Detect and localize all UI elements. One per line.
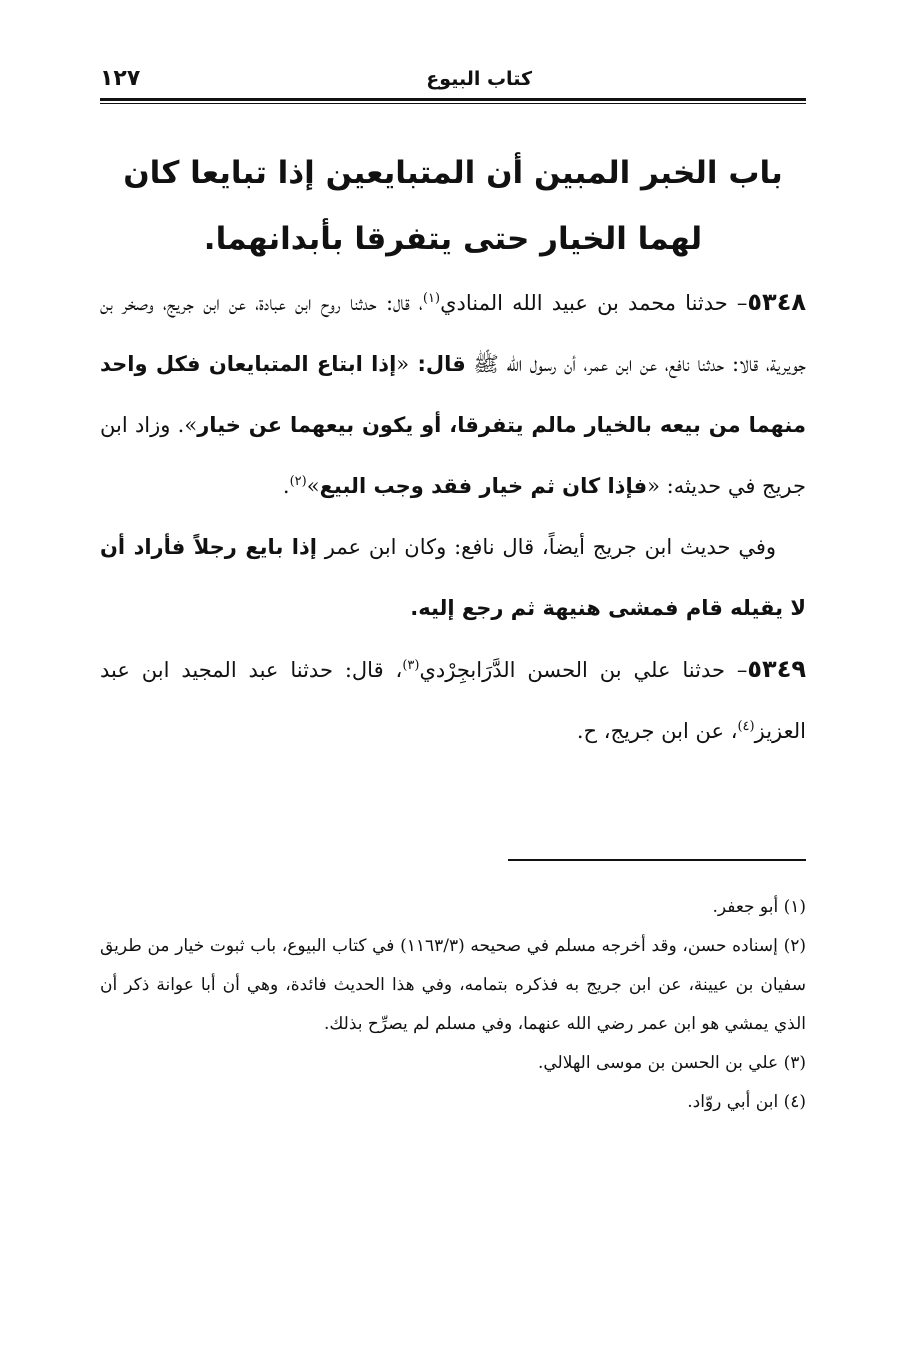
main-text bbox=[100, 272, 806, 762]
footnote-4 bbox=[100, 1083, 806, 1122]
hadith-matn: إذا ابتاع المتبايعان فكل واحد منهما من بيعه بالخيار مالم يتفرقا، أو يكون بيعهما عن خيار bbox=[100, 352, 806, 437]
hadith-text: ، قال: حدثنا عبد المجيد ابن عبد العزيز bbox=[100, 658, 806, 743]
footnote-number: (٢) bbox=[783, 936, 806, 956]
footnote-ref[interactable]: (٤) bbox=[737, 719, 755, 734]
footnote-number: (٣) bbox=[783, 1053, 806, 1073]
header-title: كتاب البيوع bbox=[426, 68, 532, 90]
footnote-3 bbox=[100, 1044, 806, 1083]
hadith-text: حدثنا محمد بن عبيد الله المنادي bbox=[440, 291, 728, 315]
footnote-text: علي بن الحسن بن موسى الهلالي. bbox=[537, 1053, 779, 1073]
dash: – bbox=[725, 658, 748, 682]
footnote-text: أبو جعفر. bbox=[712, 897, 779, 917]
hadith-number: ٥٣٤٩ bbox=[747, 655, 806, 683]
hadith-text: ». وزاد ابن جريج في حديثه: « bbox=[100, 413, 806, 498]
running-header bbox=[100, 66, 806, 96]
footnote-1 bbox=[100, 888, 806, 927]
addition-bold-text: إذا بايع رجلاً فأراد أن لا يقيله قام فمشى هنيهة ثم رجع إليه. bbox=[100, 535, 806, 620]
footnote-text: إسناده حسن، وقد أخرجه مسلم في صحيحه (١١٦٣/٣) في كتاب البيوع، باب ثبوت خيار من طريق سفيان بن عيينة، عن ابن جريج به فذكره بتمامه، وفي هذا الحديث فائدة، وهي أن أبا عوانة ذكر أن الذي يمشي هو ابن عمر رضي الله عنهما، وفي مسلم لم يصرِّح بذلك. bbox=[100, 936, 806, 1034]
footnote-ref[interactable]: (٢) bbox=[289, 474, 307, 489]
quote-mark: « bbox=[396, 352, 410, 376]
page-number: ١٢٧ bbox=[100, 66, 141, 91]
footnotes bbox=[100, 888, 806, 1122]
addition-paragraph bbox=[100, 517, 806, 639]
hadith-text: ، قال: حدثنا روح ابن عبادة، عن ابن جريج، وصخر بن جويرية، قالا: حدثنا نافع، عن ابن عمر، أن رسول الله ﷺ bbox=[100, 291, 806, 376]
hadith-5349 bbox=[100, 639, 806, 762]
quote-mark: » bbox=[306, 474, 320, 498]
hadith-matn: فإذا كان ثم خيار فقد وجب البيع bbox=[319, 474, 648, 498]
hadith-bold-text: قال: bbox=[409, 352, 466, 376]
hadith-number: ٥٣٤٨ bbox=[747, 288, 806, 316]
footnote-ref[interactable]: (١) bbox=[422, 291, 441, 306]
chapter-title: باب الخبر المبين أن المتبايعين إذا تبايعا كان لهما الخيار حتى يتفرقا بأبدانهما. bbox=[123, 155, 783, 257]
hadith-text: حدثنا علي بن الحسن الدَّرَابجِرْدي bbox=[419, 658, 725, 682]
footnote-number: (٤) bbox=[783, 1092, 806, 1112]
header-rule-thick bbox=[100, 98, 806, 101]
footnote-ref[interactable]: (٣) bbox=[402, 658, 420, 673]
footnote-number: (١) bbox=[783, 897, 806, 917]
hadith-text: ، عن ابن جريج، ح. bbox=[576, 719, 738, 743]
period: . bbox=[282, 474, 290, 498]
dash: – bbox=[727, 291, 748, 315]
addition-text: وفي حديث ابن جريج أيضاً، قال نافع: وكان ابن عمر bbox=[316, 535, 776, 559]
hadith-5348 bbox=[100, 272, 806, 517]
footnote-2 bbox=[100, 927, 806, 1044]
footnote-text: ابن أبي روّاد. bbox=[687, 1092, 779, 1112]
header-rule-thin bbox=[100, 103, 806, 104]
footnote-separator bbox=[508, 859, 806, 861]
